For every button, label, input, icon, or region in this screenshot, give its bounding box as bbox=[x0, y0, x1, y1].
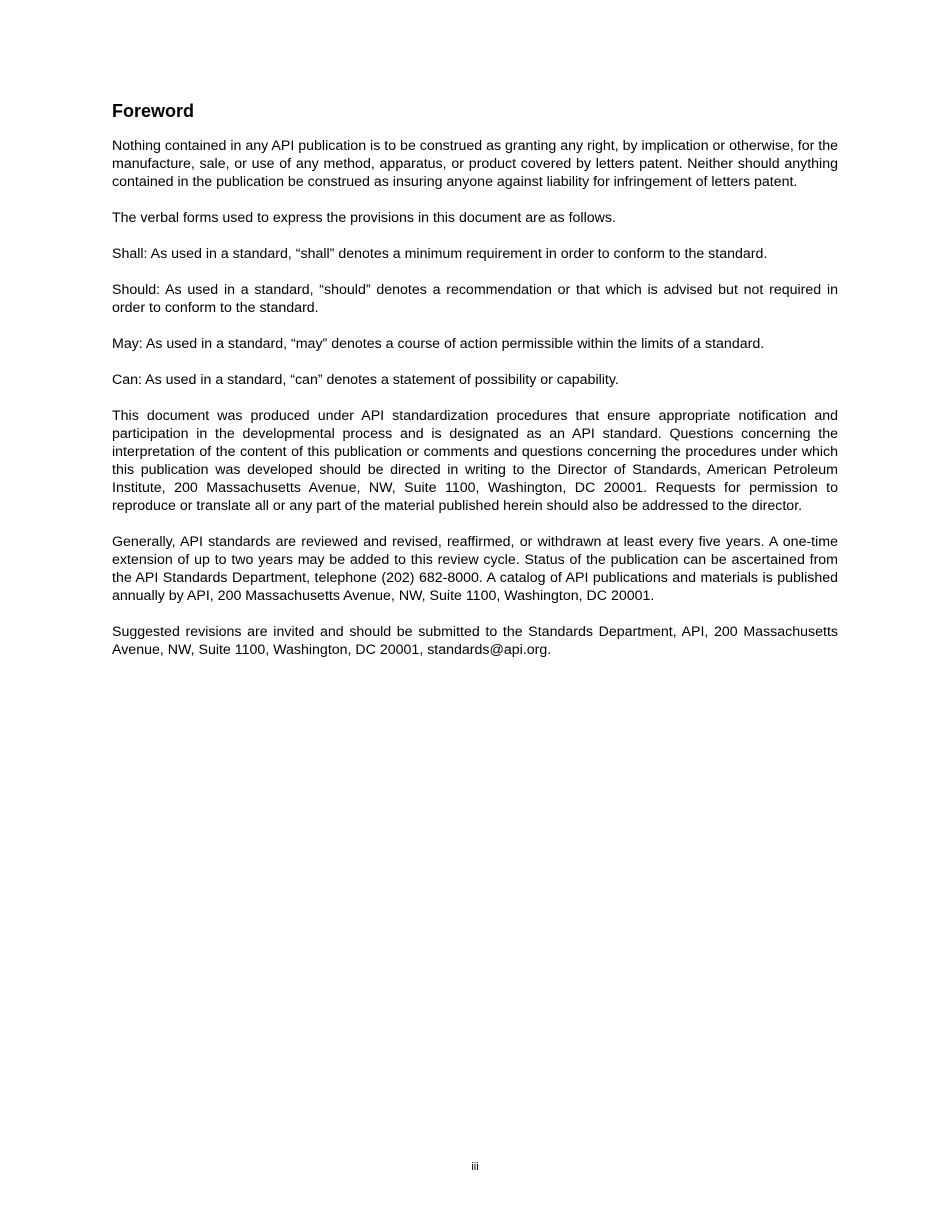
paragraph-shall-definition: Shall: As used in a standard, “shall” denotes a minimum requirement in order to conform to the standard. bbox=[112, 246, 768, 262]
paragraph-can-definition: Can: As used in a standard, “can” denotes a statement of possibility or capability. bbox=[112, 372, 619, 388]
paragraph-should-definition: Should: As used in a standard, “should” denotes a recommendation or that which is advised but not required in order to conform to the standard. bbox=[112, 282, 838, 316]
paragraph-review-cycle: Generally, API standards are reviewed and revised, reaffirmed, or withdrawn at least every five years. A one-time extension of up to two years may be added to this review cycle. Status of the publication can be ascertained from the API Standards Department, telephone (202) 682-8000. A catalog of API publications and materials is published annually by API, 200 Massachusetts Avenue, NW, Suite 1100, Washington, DC 20001. bbox=[112, 534, 838, 604]
paragraph-suggested-revisions: Suggested revisions are invited and should be submitted to the Standards Department, API, 200 Massachusetts Avenue, NW, Suite 1100, Washington, DC 20001, standards@api.org. bbox=[112, 624, 838, 658]
paragraph-may-definition: May: As used in a standard, “may” denotes a course of action permissible within the limits of a standard. bbox=[112, 336, 765, 352]
paragraph-patent-disclaimer: Nothing contained in any API publication is to be construed as granting any right, by implication or otherwise, for the manufacture, sale, or use of any method, apparatus, or product covered by letters patent. Neither should anything contained in the publication be construed as insuring anyone against liability for infringement of letters patent. bbox=[112, 138, 838, 190]
paragraph-standardization-procedures: This document was produced under API standardization procedures that ensure appropriate notification and participation in the developmental process and is designated as an API standard. Questions concerning the interpretation of the content of this publication or comments and questions concerning the procedures under which this publication was developed should be directed in writing to the Director of Standards, American Petroleum Institute, 200 Massachusetts Avenue, NW, Suite 1100, Washington, DC 20001. Requests for permission to reproduce or translate all or any part of the material published herein should also be addressed to the director. bbox=[112, 408, 838, 514]
paragraph-verbal-forms-intro: The verbal forms used to express the provisions in this document are as follows. bbox=[112, 210, 616, 226]
page-title: Foreword bbox=[112, 101, 195, 121]
page-content bbox=[112, 100, 838, 677]
page-number: iii bbox=[471, 1161, 479, 1173]
